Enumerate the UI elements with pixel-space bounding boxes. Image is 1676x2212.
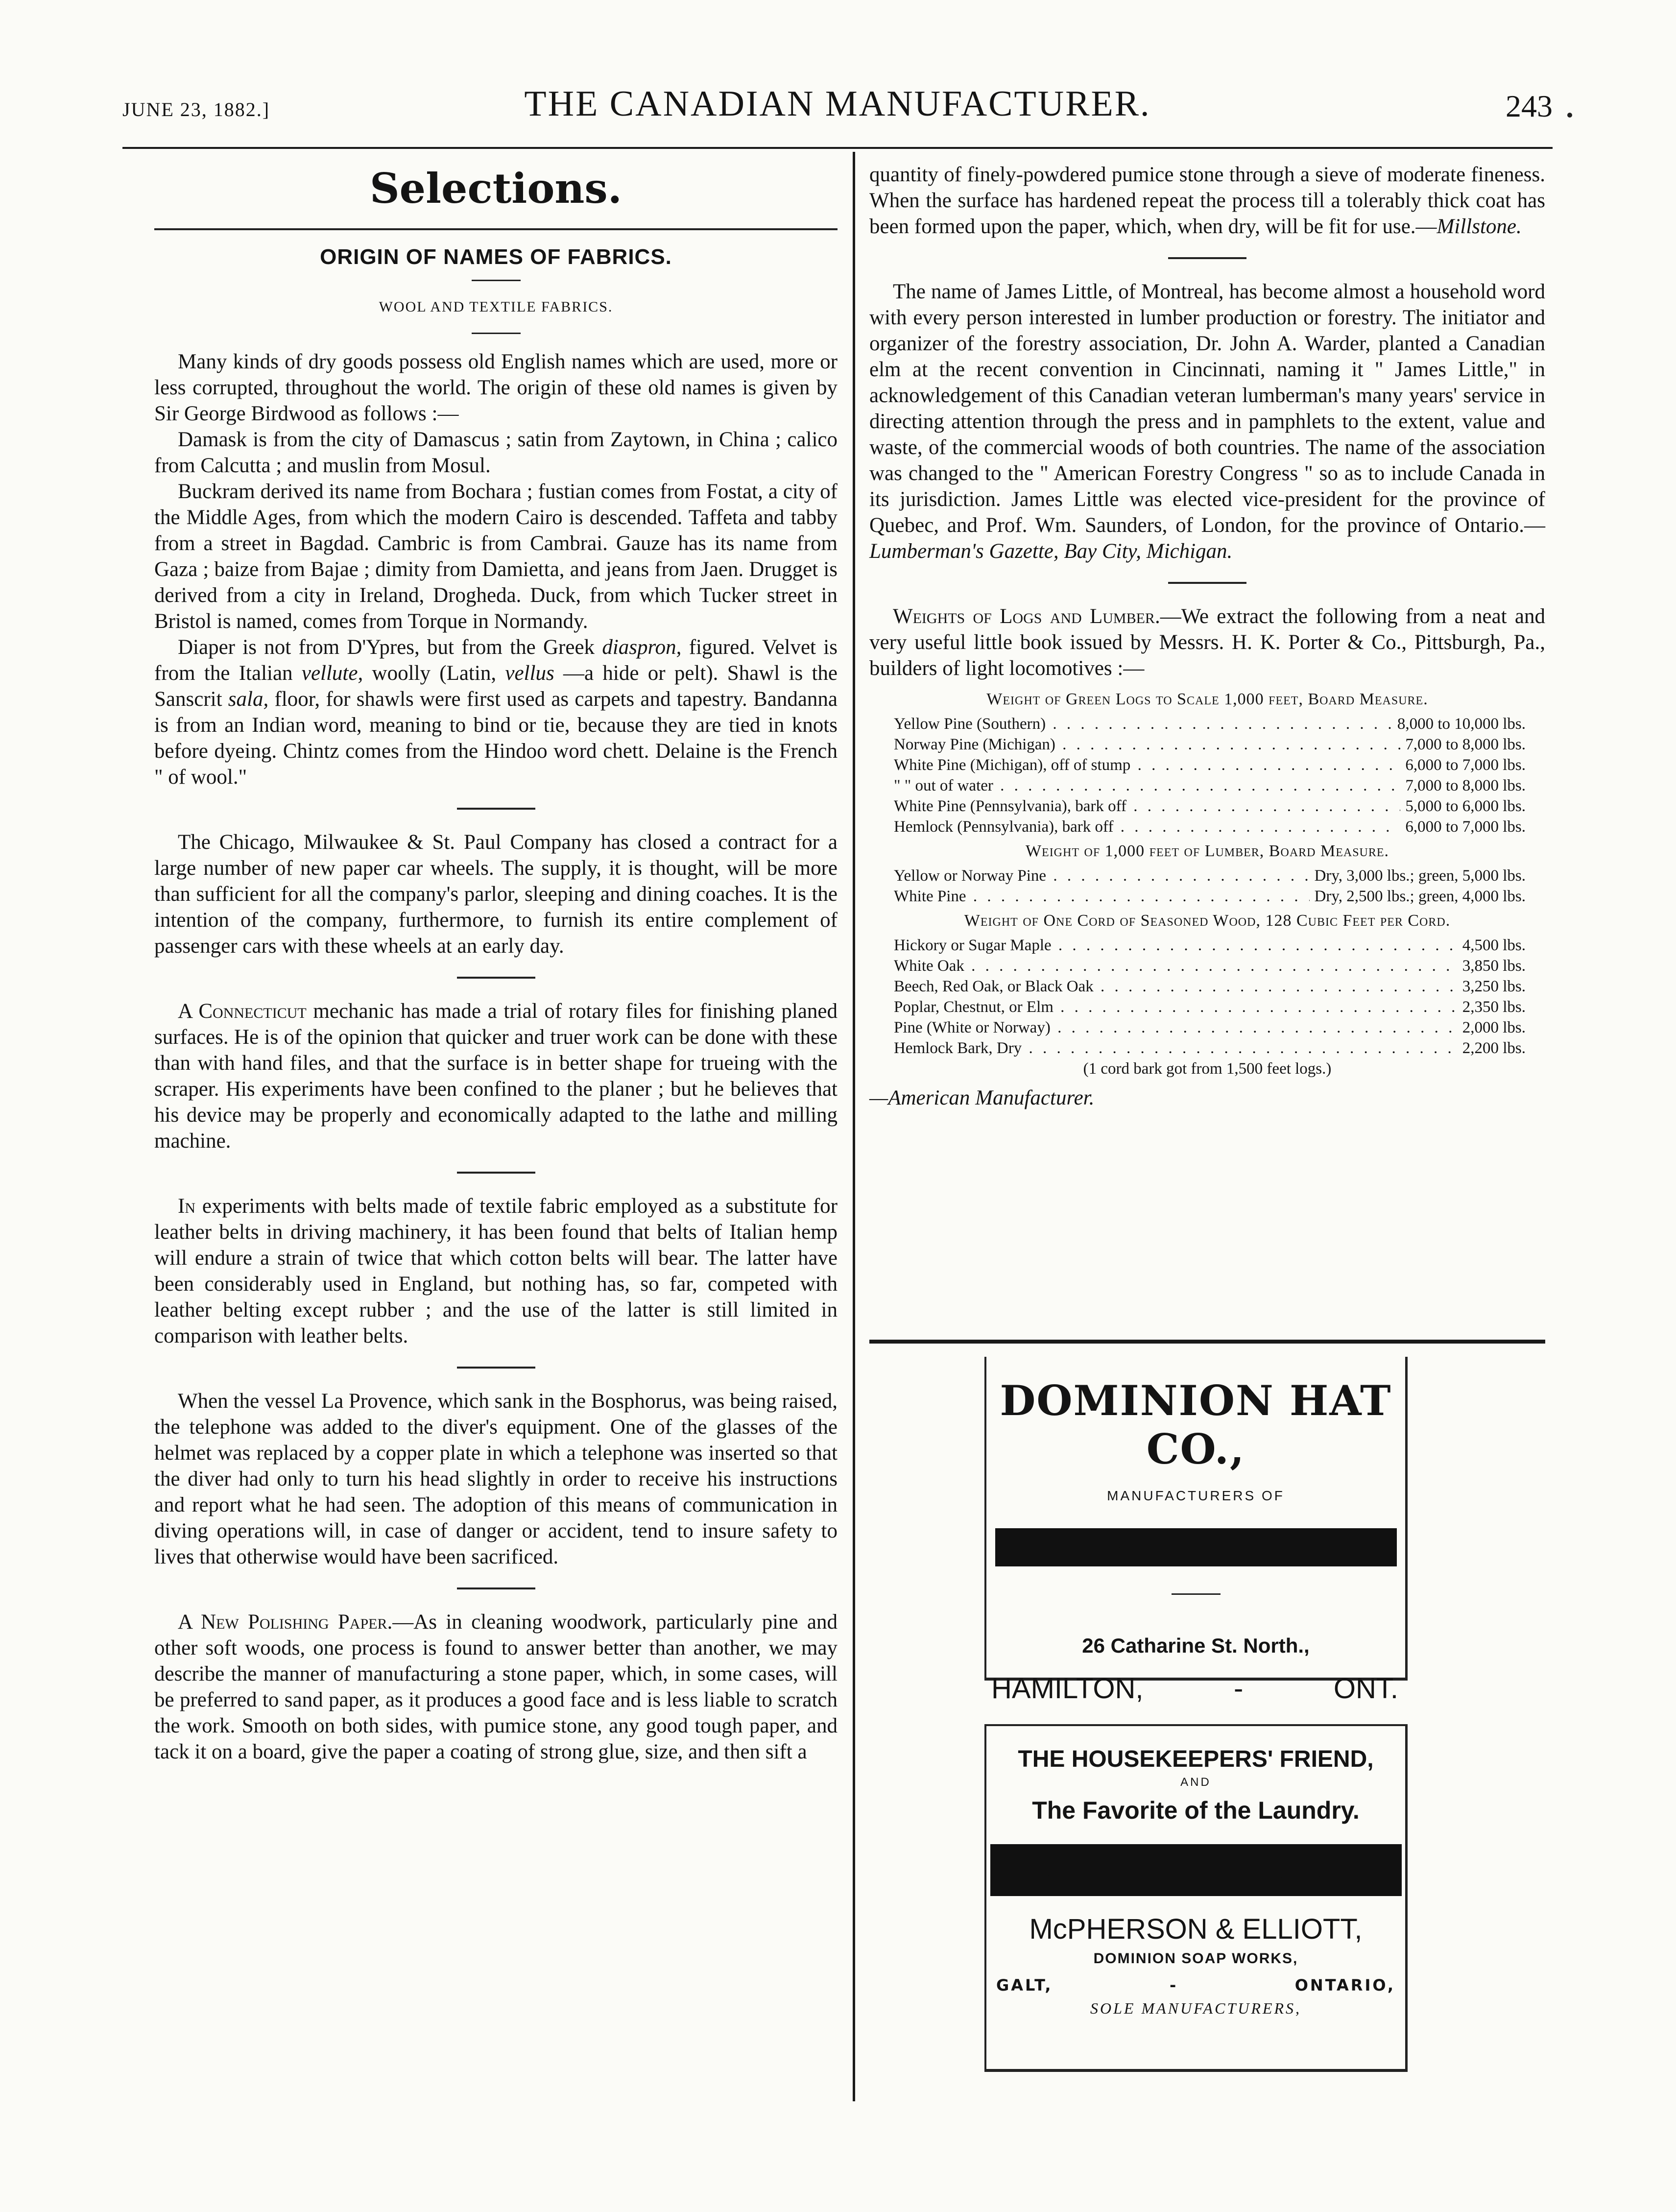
row-label: White Oak . . . [894,956,1458,976]
row-value: 6,000 to 7,000 lbs. [1405,818,1526,836]
ink-dot [1567,113,1572,118]
paragraph: The Chicago, Milwaukee & St. Paul Company has closed a contract for a large number of new paper car wheels. The supply, it is thought, will be more than sufficient for all the company's parlor, sleeping and dining coaches. It is the intention of the company, furthermore, to furnish its entire complement of passenger cars with these wheels at an early day. [154,831,838,958]
row-value: 7,000 to 8,000 lbs. [1405,736,1526,753]
table-row [894,1038,1526,1058]
row-value: 3,850 lbs. [1462,957,1526,975]
row-label: Hemlock (Pennsylvania), bark off . . . [894,817,1400,837]
ad-tagline: The Favorite of the Laundry. [1032,1797,1360,1824]
column-rule [853,152,855,2101]
table-body [869,935,1545,1058]
row-label: Yellow or Norway Pine . . . [894,866,1310,886]
table-row [894,817,1526,837]
row-label: Hickory or Sugar Maple . . . [894,935,1458,956]
row-value: 2,000 lbs. [1462,1019,1526,1036]
page-number: 243 [1506,89,1553,123]
row-label: Poplar, Chestnut, or Elm . . . [894,997,1458,1017]
row-value: 7,000 to 8,000 lbs. [1405,777,1526,794]
paragraph: The name of James Little, of Montreal, has become almost a household word with every person interested in lumber production or forestry. The initiator and organizer of the forestry association, Dr. John A. Warder, planted a Canadian elm at the recent convention in Cincinnati, naming it " James Little," in acknowledgement of this Canadian veteran lumberman's many years' service in directing attention through the press and in pamphlets to the extent, value and waste, of the commercial woods of both countries. The name of the association was changed to the " American Forestry Congress " so as to include Canada in its jurisdiction. James Little was elected vice-president for the province of Quebec, and Prof. Wm. Saunders, of London, for the province of Ontario.— Lumberman's Gazette, Bay City, Michigan. [869,280,1545,563]
table-title: Weight of One Cord of Seasoned Wood, 128 Cubic Feet per Cord. [964,912,1451,930]
article-heading: ORIGIN OF NAMES OF FABRICS. [320,245,672,269]
table-row [894,956,1526,976]
ad-conjunction: AND [1180,1776,1211,1789]
table-row [894,796,1526,817]
ad-tagline: THE HOUSEKEEPERS' FRIEND, [1018,1746,1374,1772]
row-label: Pine (White or Norway) . . . [894,1017,1458,1038]
advertisement-rule [869,1340,1545,1344]
short-rule [472,280,521,281]
paragraph: Weights of Logs and Lumber.—We extract the following from a neat and very useful little book issued by Messrs. H. K. Porter & Co., Pittsburgh, Pa., builders of light locomotives :— [869,605,1545,680]
short-rule [1172,1593,1221,1595]
table-row [894,886,1526,907]
paragraph: Many kinds of dry goods possess old English names which are used, more or less corrupted, throughout the world. The origin of these old names is given by Sir George Birdwood as follows :— [154,350,838,425]
left-column [154,162,838,1765]
row-label: White Pine (Pennsylvania), bark off . . . [894,796,1400,817]
table-row [894,714,1526,734]
table-row [894,935,1526,956]
row-label: Norway Pine (Michigan) . . . [894,734,1400,755]
article-subheading: WOOL AND TEXTILE FABRICS. [379,299,613,315]
row-label: White Pine (Michigan), off of stump . . . [894,755,1400,775]
paragraph: A Connecticut mechanic has made a trial of rotary files for finishing planed surfaces. He is of the opinion that quicker and truer work can be done with these than with hand files, and that the surface is in better shape for trueing with the scraper. His experiments have been confined to the planer ; but he believes that his device may be properly and economically adapted to the lathe and milling machine. [154,1000,838,1153]
row-label: Yellow Pine (Southern) . . . [894,714,1392,734]
ad-address: 26 Catharine St. North., [1082,1634,1310,1657]
table-row [894,976,1526,997]
selections-heading: Selections. [370,164,622,213]
row-value: 2,350 lbs. [1462,998,1526,1016]
row-value: 4,500 lbs. [1462,937,1526,954]
ad-works: DOMINION SOAP WORKS, [1093,1950,1298,1967]
ad-sole-manufacturers: SOLE MANUFACTURERS, [1090,1999,1301,2017]
row-label: Hemlock Bark, Dry . . . [894,1038,1458,1058]
table-title: Weight of 1,000 feet of Lumber, Board Measure. [1025,842,1389,860]
row-value: 3,250 lbs. [1462,978,1526,995]
table-note: (1 cord bark got from 1,500 feet logs.) [1083,1060,1332,1078]
paragraph: In experiments with belts made of textile fabric employed as a substitute for leather belts in driving machinery, it has been found that belts of Italian hemp will endure a strain of twice that which cotton belts will bear. The latter have been considerably used in England, but nothing has, so far, competed with leather belting except rubber ; and the use of the latter is still limited in comparison with leather belts. [154,1195,838,1347]
sultana-soap-advertisement [984,1724,1408,2072]
short-rule [472,333,521,334]
ad-location: HAMILTON, - ONT. [991,1673,1398,1705]
table-row [894,734,1526,755]
article-separator [1168,257,1246,259]
article-separator [457,1172,535,1174]
article-separator [457,977,535,979]
article-separator [1168,582,1246,584]
paragraph: Buckram derived its name from Bochara ; fustian comes from Fostat, a city of the Middle Ages, from which the modern Cairo is descended. Taffeta and tabby from a street in Bagdad. Cambric is from Cambrai. Gauze has its name from Gaza ; baize from Bajae ; dimity from Damietta, and jeans from Jaen. Drugget is derived from a city in Ireland, Drogheda. Duck, from which Tucker street in Bristol is named, comes from Torque in Normandy. [154,480,838,633]
paragraph: Damask is from the city of Damascus ; satin from Zaytown, in China ; calico from Calcutta ; and muslin from Mosul. [154,428,838,477]
issue-date: JUNE 23, 1882.] [122,98,270,120]
article-separator [457,1587,535,1589]
section-rule [154,228,838,230]
row-value: Dry, 3,000 lbs.; green, 5,000 lbs. [1314,867,1526,885]
row-value: 5,000 to 6,000 lbs. [1405,797,1526,815]
table-title: Weight of Green Logs to Scale 1,000 feet, Board Measure. [986,690,1428,708]
dominion-hat-advertisement [984,1357,1408,1705]
paragraph: Diaper is not from D'Ypres, but from the Greek diaspron, figured. Velvet is from the Italian vellute, woolly (Latin, vellus —a hide or pelt). Shawl is the Sanscrit sala, floor, for shawls were first used as carpets and tapestry. Bandanna is from an Indian word, meaning to bind or tie, because they are tied in knots before dyeing. Chintz comes from the Hindoo word chett. Delaine is the French " of wool." [154,636,838,789]
row-value: 6,000 to 7,000 lbs. [1405,756,1526,774]
weights-table [869,689,1545,1079]
row-value: 2,200 lbs. [1462,1039,1526,1057]
table-body [869,866,1545,907]
page-header [122,83,1553,137]
ad-subtitle: MANUFACTURERS OF [1107,1488,1285,1503]
row-label: Beech, Red Oak, or Black Oak . . . [894,976,1458,997]
table-row [894,997,1526,1017]
table-body [869,714,1545,837]
row-label: " " out of water . . . [894,775,1400,796]
paragraph: When the vessel La Provence, which sank in the Bosphorus, was being raised, the telephone was added to the diver's equipment. One of the glasses of the helmet was replaced by a copper plate in which a telephone was inserted so that the diver had only to turn his head slightly in order to receive his instructions and report what he had seen. The adoption of this means of communication in diving operations will, in case of danger or accident, tend to insure safety to lives that otherwise would have been sacrificed. [154,1390,838,1568]
article-separator [457,808,535,810]
article-separator [457,1367,535,1369]
row-value: 8,000 to 10,000 lbs. [1397,715,1526,733]
paragraph: A New Polishing Paper.—As in cleaning woodwork, particularly pine and other soft woods, one process is found to answer better than another, we may describe the manner of manufacturing a stone paper, which, in some cases, will be preferred to sand paper, as it produces a good face and is less liable to scratch the work. Smooth on both sides, with pumice stone, any good tough paper, and tack it on a board, give the paper a coating of strong glue, size, and then sift a [154,1611,838,1763]
source-credit: —American Manufacturer. [869,1086,1095,1109]
header-rule [122,147,1553,149]
ad-company-name: DOMINION HAT CO., [1000,1376,1392,1473]
ad-product-banner: FUR FELT HATS. [995,1528,1397,1566]
row-value: Dry, 2,500 lbs.; green, 4,000 lbs. [1314,888,1526,905]
table-row [894,775,1526,796]
publication-title: THE CANADIAN MANUFACTURER. [524,84,1151,124]
paragraph: quantity of finely-powdered pumice stone through a sieve of moderate fineness. When the surface has hardened repeat the process till a tolerably thick coat has been formed upon the paper, which, when dry, will be fit for use.—Millstone. [869,163,1545,238]
table-row [894,866,1526,886]
ad-location: GALT, - ONTARIO, [996,1976,1395,1995]
ad-product-banner: Sultana Soap [990,1844,1402,1896]
right-column [869,162,1545,1111]
table-row [894,1017,1526,1038]
ad-firm-name: McPHERSON & ELLIOTT, [1029,1913,1363,1945]
table-row [894,755,1526,775]
row-label: White Pine . . . [894,886,1310,907]
